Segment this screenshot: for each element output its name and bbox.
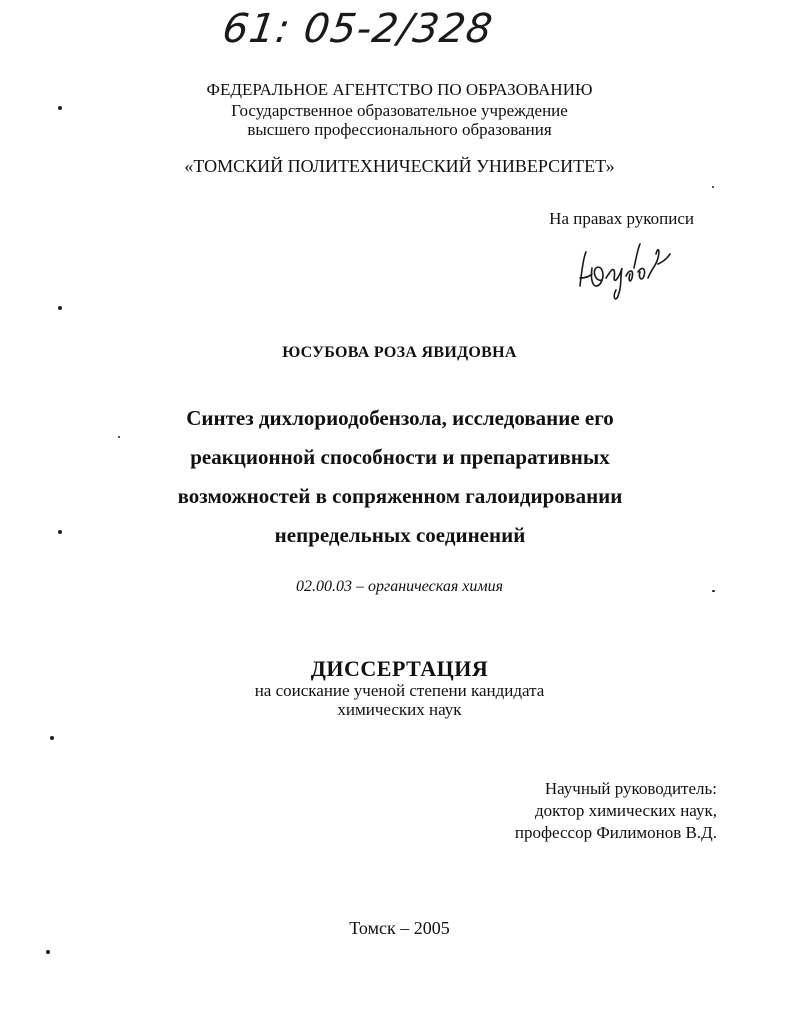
title-line: реакционной способности и препаративных	[190, 445, 610, 469]
title-line: возможностей в сопряженном галоидировании	[177, 484, 623, 508]
agency-name: ФЕДЕРАЛЬНОЕ АГЕНТСТВО ПО ОБРАЗОВАНИЮ	[206, 80, 593, 99]
document-type: ДИССЕРТАЦИЯ	[310, 656, 489, 681]
binding-dot	[58, 306, 62, 310]
manuscript-rights-note: На правах рукописи	[549, 209, 694, 228]
archive-stamp: 61: 05-2/328	[219, 6, 496, 52]
supervisor-role: Научный руководитель:	[544, 779, 717, 798]
scan-speck	[712, 186, 714, 188]
title-line: Синтез дихлориодобензола, исследование его	[186, 406, 614, 430]
university-name: «ТОМСКИЙ ПОЛИТЕХНИЧЕСКИЙ УНИВЕРСИТЕТ»	[184, 156, 615, 176]
degree-line-1: на соискание ученой степени кандидата	[254, 681, 545, 700]
scan-speck	[118, 436, 120, 438]
degree-statement	[0, 681, 799, 719]
author-name: ЮСУБОВА РОЗА ЯВИДОВНА	[282, 344, 517, 361]
dissertation-title	[150, 399, 650, 555]
supervisor-block	[515, 778, 717, 844]
binding-dot	[58, 530, 62, 534]
handwritten-signature	[572, 238, 682, 308]
degree-line-2: химических наук	[337, 700, 462, 719]
binding-dot	[50, 736, 54, 740]
institution-line-1: Государственное образовательное учреждение	[231, 101, 568, 120]
institution-line-2: высшего профессионального образования	[247, 120, 552, 139]
supervisor-degree: доктор химических наук,	[534, 801, 717, 820]
title-line: непредельных соединений	[274, 523, 526, 547]
scan-speck	[712, 590, 715, 592]
supervisor-name: профессор Филимонов В.Д.	[514, 823, 717, 842]
city-year: Томск – 2005	[349, 918, 450, 938]
binding-dot	[46, 950, 50, 954]
binding-dot	[58, 106, 62, 110]
specialty-code: 02.00.03 – органическая химия	[295, 578, 504, 595]
